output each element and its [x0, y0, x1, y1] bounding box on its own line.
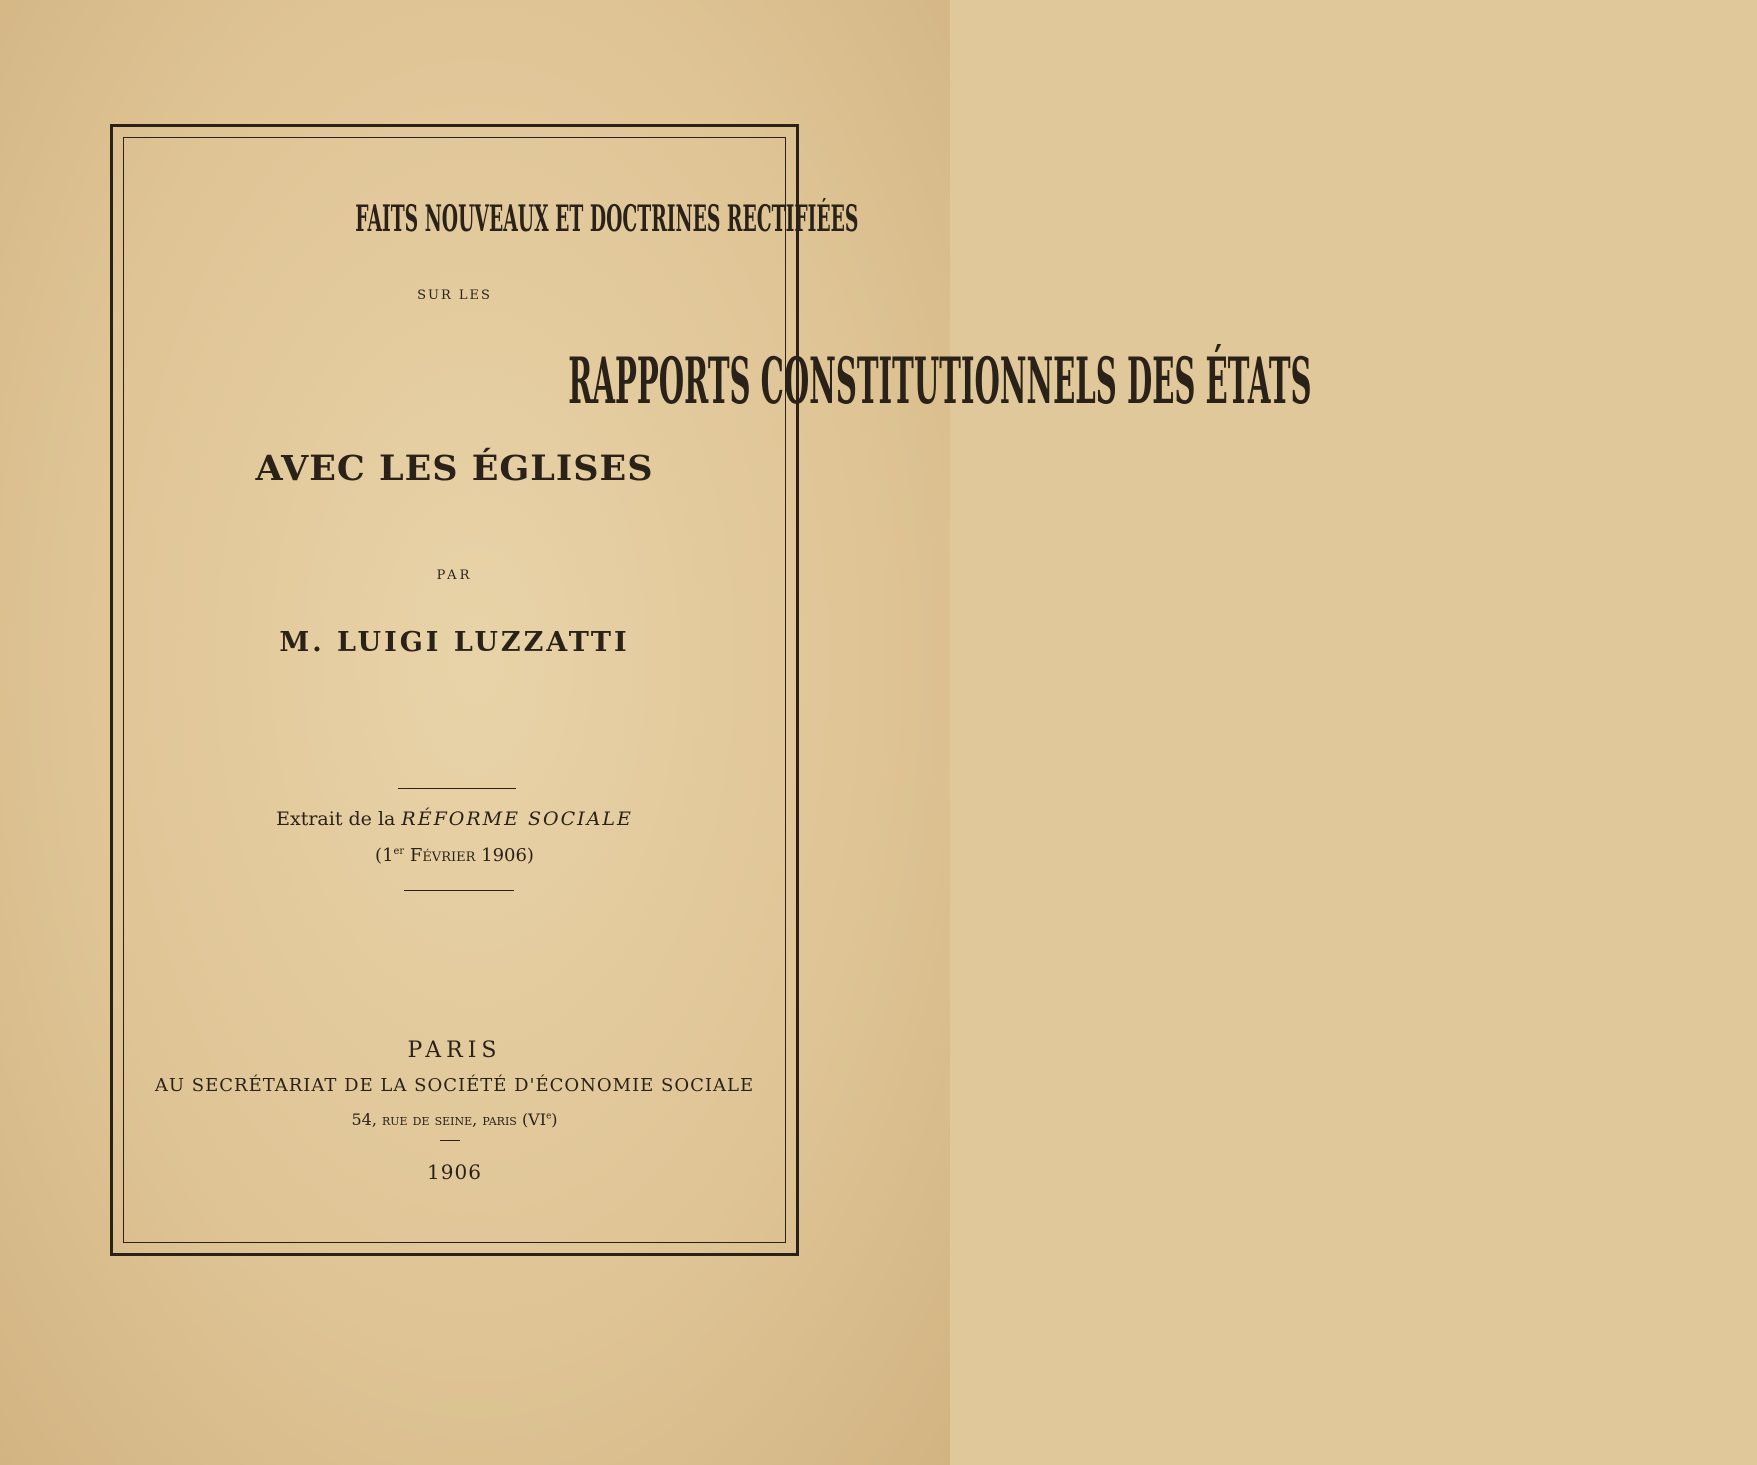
extract-date [123, 845, 786, 866]
date-sup: er [393, 846, 405, 857]
date-open: (1 [375, 845, 394, 866]
by-label: PAR [436, 568, 473, 583]
address-arr-open: (VI [521, 1110, 547, 1129]
address-street: rue de seine, paris [376, 1110, 522, 1129]
subtitle: AVEC LES ÉGLISES [255, 448, 654, 489]
divider-top [398, 788, 516, 789]
imprint-year: 1906 [427, 1160, 482, 1184]
address-number: 54, [351, 1110, 377, 1129]
imprint-address [123, 1110, 786, 1129]
title-line-2: SUR LES [417, 288, 492, 303]
imprint-city: PARIS [407, 1038, 502, 1063]
address-arr-sup: e [546, 1111, 552, 1122]
author-name: M. LUIGI LUZZATTI [279, 627, 630, 658]
extract-line [123, 808, 786, 830]
divider-bottom [404, 890, 514, 891]
imprint-publisher: AU SECRÉTARIAT DE LA SOCIÉTÉ D'ÉCONOMIE SOCIALE [154, 1075, 755, 1096]
extract-prefix: Extrait de la [276, 808, 396, 830]
extract-journal: RÉFORME SOCIALE [401, 808, 633, 830]
title-line-1: FAITS NOUVEAUX ET DOCTRINES RECTIFIÉES [355, 198, 859, 240]
imprint-dash [440, 1140, 460, 1141]
address-arr-close: ) [551, 1110, 558, 1129]
date-rest: Février 1906) [404, 845, 534, 866]
main-title: RAPPORTS CONSTITUTIONNELS DES ÉTATS [568, 344, 1312, 419]
